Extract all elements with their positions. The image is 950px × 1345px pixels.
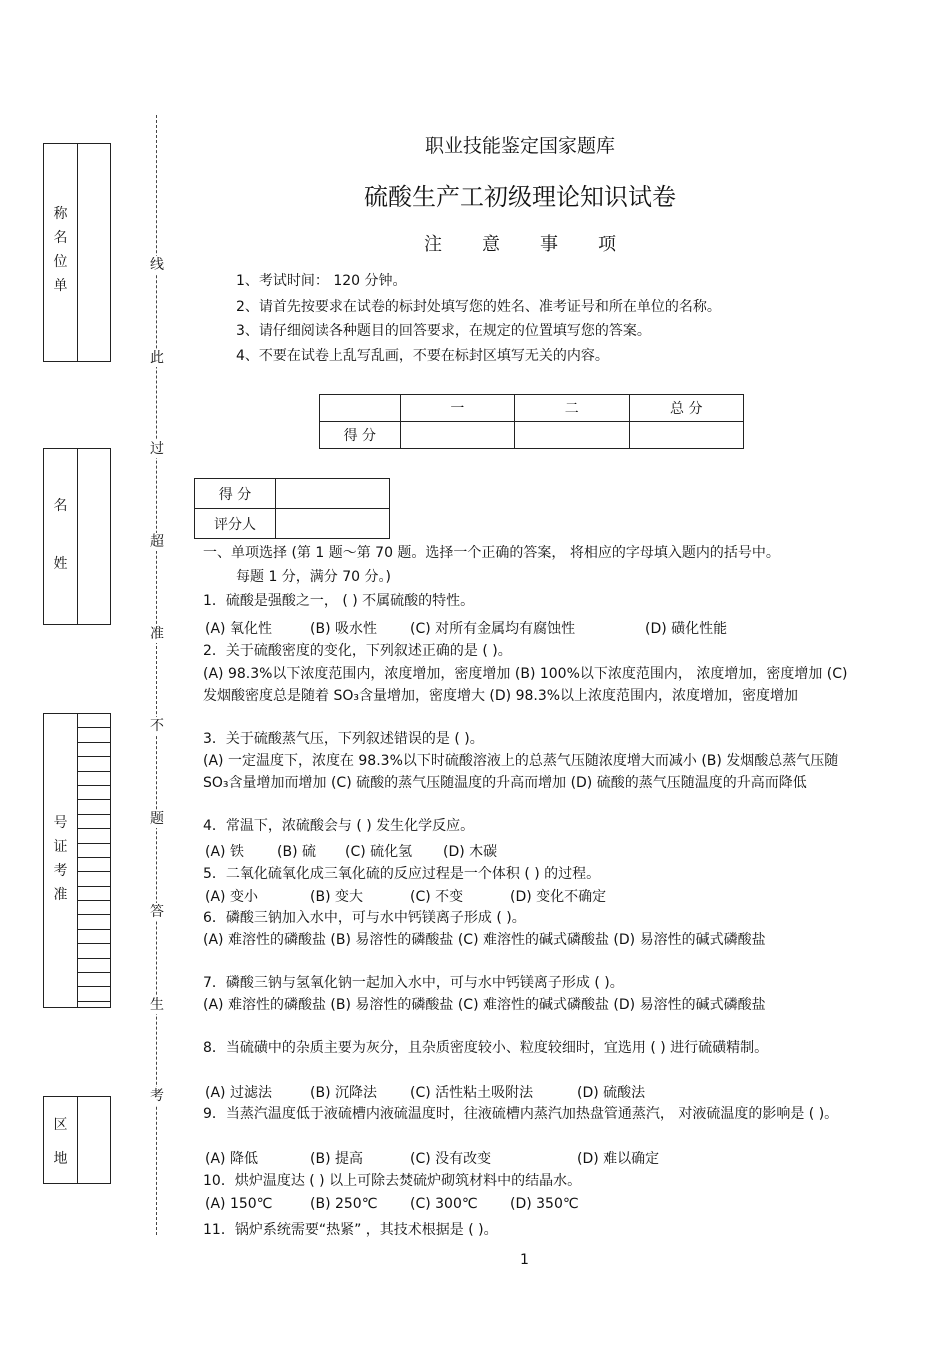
exam-char-4: 准 bbox=[53, 887, 68, 903]
unit-char-1: 称 bbox=[53, 206, 68, 222]
cut-char: 此 bbox=[150, 350, 164, 366]
cut-char: 线 bbox=[150, 257, 164, 273]
name-char-2: 姓 bbox=[53, 556, 68, 572]
unit-char-4: 单 bbox=[53, 278, 68, 294]
region-label bbox=[44, 1113, 77, 1171]
option-d[interactable]: (D) 磺化性能 bbox=[645, 621, 728, 637]
name-char-1: 名 bbox=[53, 498, 68, 514]
score-header-part2: 二 bbox=[515, 395, 629, 422]
grader-table bbox=[194, 478, 390, 539]
region-char-1: 区 bbox=[53, 1117, 68, 1133]
option-c[interactable]: (C) 300℃ bbox=[410, 1196, 478, 1212]
exam-number-box bbox=[43, 713, 111, 1008]
section-title: 一、单项选择 (第 1 题～第 70 题。选择一个正确的答案， 将相应的字母填入题内的括号中。 bbox=[203, 545, 780, 561]
region-field[interactable] bbox=[77, 1097, 110, 1183]
option-a[interactable]: (A) 氧化性 bbox=[205, 621, 272, 637]
option-c[interactable]: (C) 硫化氢 bbox=[345, 844, 413, 860]
question-stem: 6．磷酸三钠加入水中，可与水中钙镁离子形成 ( )。 bbox=[203, 910, 526, 926]
question-stem: 10．烘炉温度达 ( ) 以上可除去焚硫炉砌筑材料中的结晶水。 bbox=[203, 1173, 582, 1189]
cut-char: 不 bbox=[150, 718, 164, 734]
bank-title: 职业技能鉴定国家题库 bbox=[424, 135, 615, 157]
score-table bbox=[319, 394, 744, 449]
exam-number-label bbox=[44, 811, 77, 907]
notice-title: 注意事项 bbox=[424, 234, 656, 255]
option-d[interactable]: (D) 350℃ bbox=[510, 1196, 579, 1212]
cut-char: 考 bbox=[150, 1088, 164, 1104]
unit-char-3: 位 bbox=[53, 254, 68, 270]
option-b[interactable]: (B) 变大 bbox=[310, 889, 363, 905]
option-d[interactable]: (D) 难以确定 bbox=[577, 1151, 660, 1167]
grader-name-cell[interactable] bbox=[276, 509, 390, 539]
score-header-total: 总 分 bbox=[629, 395, 743, 422]
cut-line bbox=[156, 115, 157, 1235]
option-a[interactable]: (A) 过滤法 bbox=[205, 1085, 272, 1101]
question-stem: 2．关于硫酸密度的变化，下列叙述正确的是 ( )。 bbox=[203, 643, 512, 659]
question-stem: 3．关于硫酸蒸气压，下列叙述错误的是 ( )。 bbox=[203, 731, 484, 747]
option-a[interactable]: (A) 铁 bbox=[205, 844, 244, 860]
score-cell-part1[interactable] bbox=[400, 422, 514, 449]
option-b[interactable]: (B) 提高 bbox=[310, 1151, 363, 1167]
question-body: (A) 难溶性的磷酸盐 (B) 易溶性的磷酸盐 (C) 难溶性的碱式磷酸盐 (D) 易溶性的碱式磷酸盐 bbox=[203, 932, 766, 948]
question-stem: 7．磷酸三钠与氢氧化钠一起加入水中，可与水中钙镁离子形成 ( )。 bbox=[203, 975, 624, 991]
cut-char: 题 bbox=[150, 811, 164, 827]
region-box bbox=[43, 1096, 111, 1184]
question-body: (A) 一定温度下，浓度在 98.3%以下时硫酸溶液上的总蒸气压随浓度增大而减小 (B) 发烟酸总蒸气压随 SO₃含量增加而增加 (C) 硫酸的蒸气压随温度的升高而增加 (D) 硫酸的蒸气压随温度的升高而降低 bbox=[203, 753, 839, 791]
region-char-2: 地 bbox=[53, 1151, 68, 1167]
score-header-blank bbox=[320, 395, 401, 422]
name-box bbox=[43, 448, 111, 625]
question-body: (A) 98.3%以下浓度范围内，浓度增加，密度增加 (B) 100%以下浓度范围内， 浓度增加，密度增加 (C) 发烟酸密度总是随着 SO₃含量增加，密度增大 (D) 98.3%以上浓度范围内，浓度增加，密度增加 bbox=[203, 666, 848, 704]
exam-char-2: 证 bbox=[53, 839, 68, 855]
rule-item: 2、请首先按要求在试卷的标封处填写您的姓名、准考证号和所在单位的名称。 bbox=[236, 299, 721, 315]
option-c[interactable]: (C) 对所有金属均有腐蚀性 bbox=[410, 621, 576, 637]
option-c[interactable]: (C) 没有改变 bbox=[410, 1151, 492, 1167]
option-b[interactable]: (B) 硫 bbox=[277, 844, 316, 860]
cut-char: 准 bbox=[150, 626, 164, 642]
name-field[interactable] bbox=[77, 449, 110, 624]
paper-title: 硫酸生产工初级理论知识试卷 bbox=[364, 183, 676, 211]
score-cell-total[interactable] bbox=[629, 422, 743, 449]
option-c[interactable]: (C) 不变 bbox=[410, 889, 464, 905]
option-d[interactable]: (D) 硫酸法 bbox=[577, 1085, 646, 1101]
option-d[interactable]: (D) 变化不确定 bbox=[510, 889, 607, 905]
section-subtitle: 每题 1 分，满分 70 分。) bbox=[236, 569, 391, 585]
score-cell-part2[interactable] bbox=[515, 422, 629, 449]
question-stem: 11．锅炉系统需要“热紧” ，其技术根据是 ( )。 bbox=[203, 1222, 498, 1238]
grader-score-cell[interactable] bbox=[276, 479, 390, 509]
unit-char-2: 名 bbox=[53, 230, 68, 246]
option-b[interactable]: (B) 250℃ bbox=[310, 1196, 378, 1212]
exam-char-3: 考 bbox=[53, 863, 68, 879]
question-stem: 8．当硫磺中的杂质主要为灰分，且杂质密度较小、粒度较细时，宜选用 ( ) 进行硫磺精制。 bbox=[203, 1040, 769, 1056]
option-a[interactable]: (A) 150℃ bbox=[205, 1196, 273, 1212]
question-stem: 5．二氧化硫氧化成三氧化硫的反应过程是一个体积 ( ) 的过程。 bbox=[203, 866, 601, 882]
grader-name-label: 评分人 bbox=[195, 509, 276, 539]
option-b[interactable]: (B) 吸水性 bbox=[310, 621, 377, 637]
exam-char-1: 号 bbox=[53, 815, 68, 831]
cut-char: 超 bbox=[150, 534, 164, 550]
option-b[interactable]: (B) 沉降法 bbox=[310, 1085, 377, 1101]
exam-number-grid[interactable] bbox=[77, 714, 110, 1007]
rule-item: 4、不要在试卷上乱写乱画，不要在标封区填写无关的内容。 bbox=[236, 348, 609, 364]
option-c[interactable]: (C) 活性粘土吸附法 bbox=[410, 1085, 534, 1101]
grader-score-label: 得 分 bbox=[195, 479, 276, 509]
question-stem: 1．硫酸是强酸之一， ( ) 不属硫酸的特性。 bbox=[203, 593, 475, 609]
question-body: (A) 难溶性的磷酸盐 (B) 易溶性的磷酸盐 (C) 难溶性的碱式磷酸盐 (D) 易溶性的碱式磷酸盐 bbox=[203, 997, 766, 1013]
cut-char: 过 bbox=[150, 441, 164, 457]
rule-item: 3、请仔细阅读各种题目的回答要求，在规定的位置填写您的答案。 bbox=[236, 323, 651, 339]
name-label bbox=[44, 494, 77, 576]
rule-item: 1、考试时间： 120 分钟。 bbox=[236, 273, 407, 289]
option-a[interactable]: (A) 降低 bbox=[205, 1151, 258, 1167]
cut-char: 生 bbox=[150, 997, 164, 1013]
score-row-label: 得 分 bbox=[320, 422, 401, 449]
option-d[interactable]: (D) 木碳 bbox=[443, 844, 498, 860]
question-stem: 4．常温下，浓硫酸会与 ( ) 发生化学反应。 bbox=[203, 818, 475, 834]
option-a[interactable]: (A) 变小 bbox=[205, 889, 258, 905]
page-number: 1 bbox=[520, 1252, 529, 1268]
question-stem: 9．当蒸汽温度低于液硫槽内液硫温度时，往液硫槽内蒸汽加热盘管通蒸汽， 对液硫温度的影响是 ( )。 bbox=[203, 1106, 839, 1122]
score-header-part1: 一 bbox=[400, 395, 514, 422]
cut-char: 答 bbox=[150, 904, 164, 920]
